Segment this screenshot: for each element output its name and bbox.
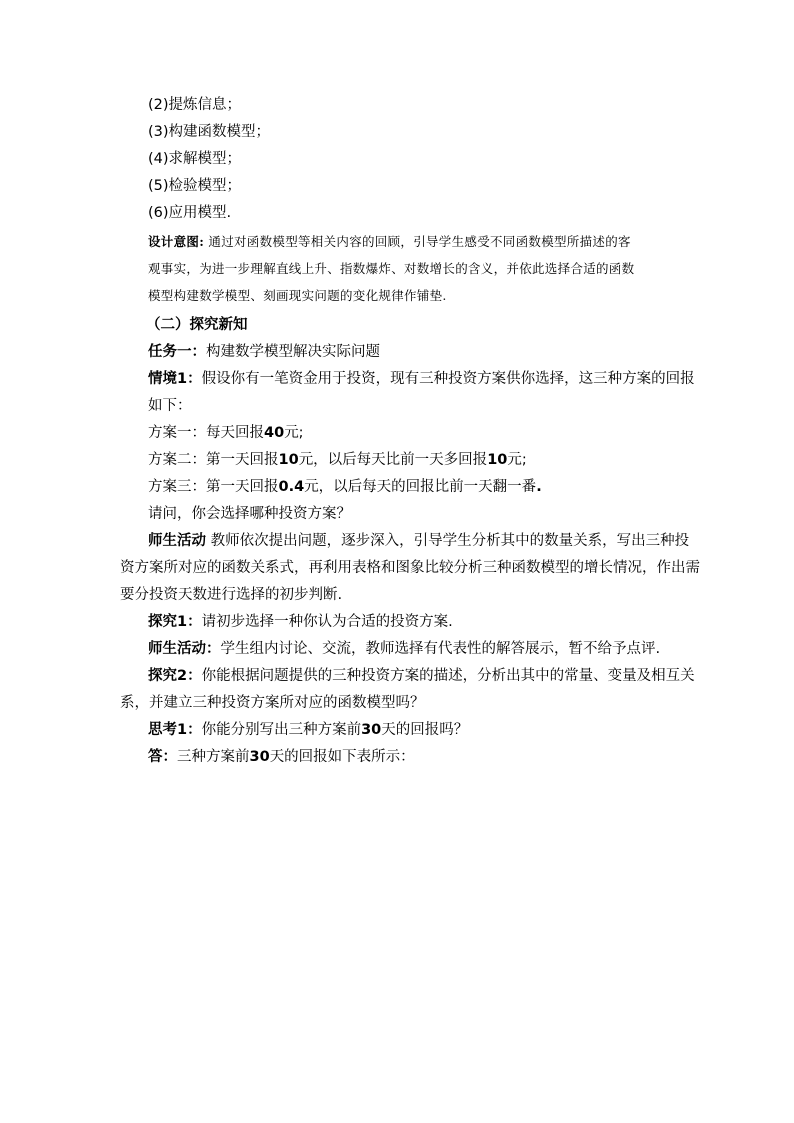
think1-text: 天的回报吗？ [381,722,469,738]
answer-line [148,747,415,767]
answer-text: 三种方案前 [177,749,250,765]
plan-text: 每天回报 [206,425,264,441]
activity1-line-1 [148,531,689,551]
explore2-line-1 [148,666,695,686]
task1-label: 任务一： [148,344,206,360]
situation1-line-2: 如下： [148,398,192,414]
activity1-line-2: 资方案所对应的函数关系式，再利用表格和图象比较分析三种函数模型的增长情况，作出需 [120,560,700,576]
explore2-text: 你能根据问题提供的三种投资方案的描述，分析出其中的常量、变量及相互关 [201,668,695,684]
step-item: (3)构建函数模型； [148,124,271,140]
situation1-text: 假设你有一笔资金用于投资，现有三种投资方案供你选择，这三种方案的回报 [201,371,695,387]
activity2-text: 学生组内讨论、交流，教师选择有代表性的解答展示，暂不给予点评. [220,641,661,657]
situation1-label: 情境1： [148,371,202,387]
think1-text: 你能分别写出三种方案前 [201,722,362,738]
design-intent-line-3: 模型构建数学模型、刻画现实问题的变化规律作铺垫. [148,288,447,303]
design-intent-line-2: 观事实，为进一步理解直线上升、指数爆炸、对数增长的含义，并依此选择合适的函数 [148,261,635,276]
step-item: (6)应用模型. [148,205,232,221]
plan-label: 方案一： [148,425,206,441]
plan-number: 40 [264,425,285,441]
plan-text: 元; [284,425,304,441]
task1-text: 构建数学模型解决实际问题 [206,344,380,360]
answer-number: 30 [249,749,270,765]
activity1-label: 师生活动 [148,533,206,549]
plan-label: 方案三： [148,479,206,495]
question-text: 请问，你会选择哪种投资方案？ [148,506,351,522]
explore2-line-2: 系，并建立三种投资方案所对应的函数模型吗？ [120,695,425,711]
plan-number: 10 [487,452,508,468]
plan-text: 元; [507,452,527,468]
answer-text: 天的回报如下表所示： [269,749,415,765]
plan-item [148,477,542,497]
task1-line [148,342,380,362]
activity1-line-3: 要分投资天数进行选择的初步判断. [120,587,343,603]
plan-label: 方案二： [148,452,206,468]
design-intent-label: 设计意图: [148,234,205,249]
explore2-label: 探究2： [148,668,202,684]
plan-item [148,423,304,443]
explore1-text: 请初步选择一种你认为合适的投资方案. [201,614,453,630]
design-intent-line-1 [148,232,631,252]
answer-label: 答： [148,749,177,765]
plan-number: 0.4 [278,479,305,495]
section-title: （二）探究新知 [146,317,248,333]
step-item: (4)求解模型； [148,151,242,167]
think1-line [148,720,468,740]
situation1-line-1 [148,369,695,389]
activity2-label: 师生活动： [148,641,221,657]
design-intent-text: 通过对函数模型等相关内容的回顾，引导学生感受不同函数模型所描述的客 [208,234,631,249]
plan-text: 元，以后每天比前一天多回报 [298,452,488,468]
activity1-text: 教师依次提出问题，逐步深入，引导学生分析其中的数量关系，写出三种投 [210,533,690,549]
plan-item [148,450,527,470]
think1-label: 思考1： [148,722,202,738]
step-item: (2)提炼信息； [148,97,242,113]
plan-number: 10 [278,452,299,468]
explore1-label: 探究1： [148,614,202,630]
plan-text: 第一天回报 [206,479,279,495]
plan-text: 第一天回报 [206,452,279,468]
activity2-line [148,639,660,659]
plan-text: 元，以后每天的回报比前一天翻一番 [304,479,537,495]
think1-number: 30 [361,722,382,738]
explore1-line [148,612,453,632]
plan-number: . [536,479,542,495]
step-item: (5)检验模型； [148,178,242,194]
